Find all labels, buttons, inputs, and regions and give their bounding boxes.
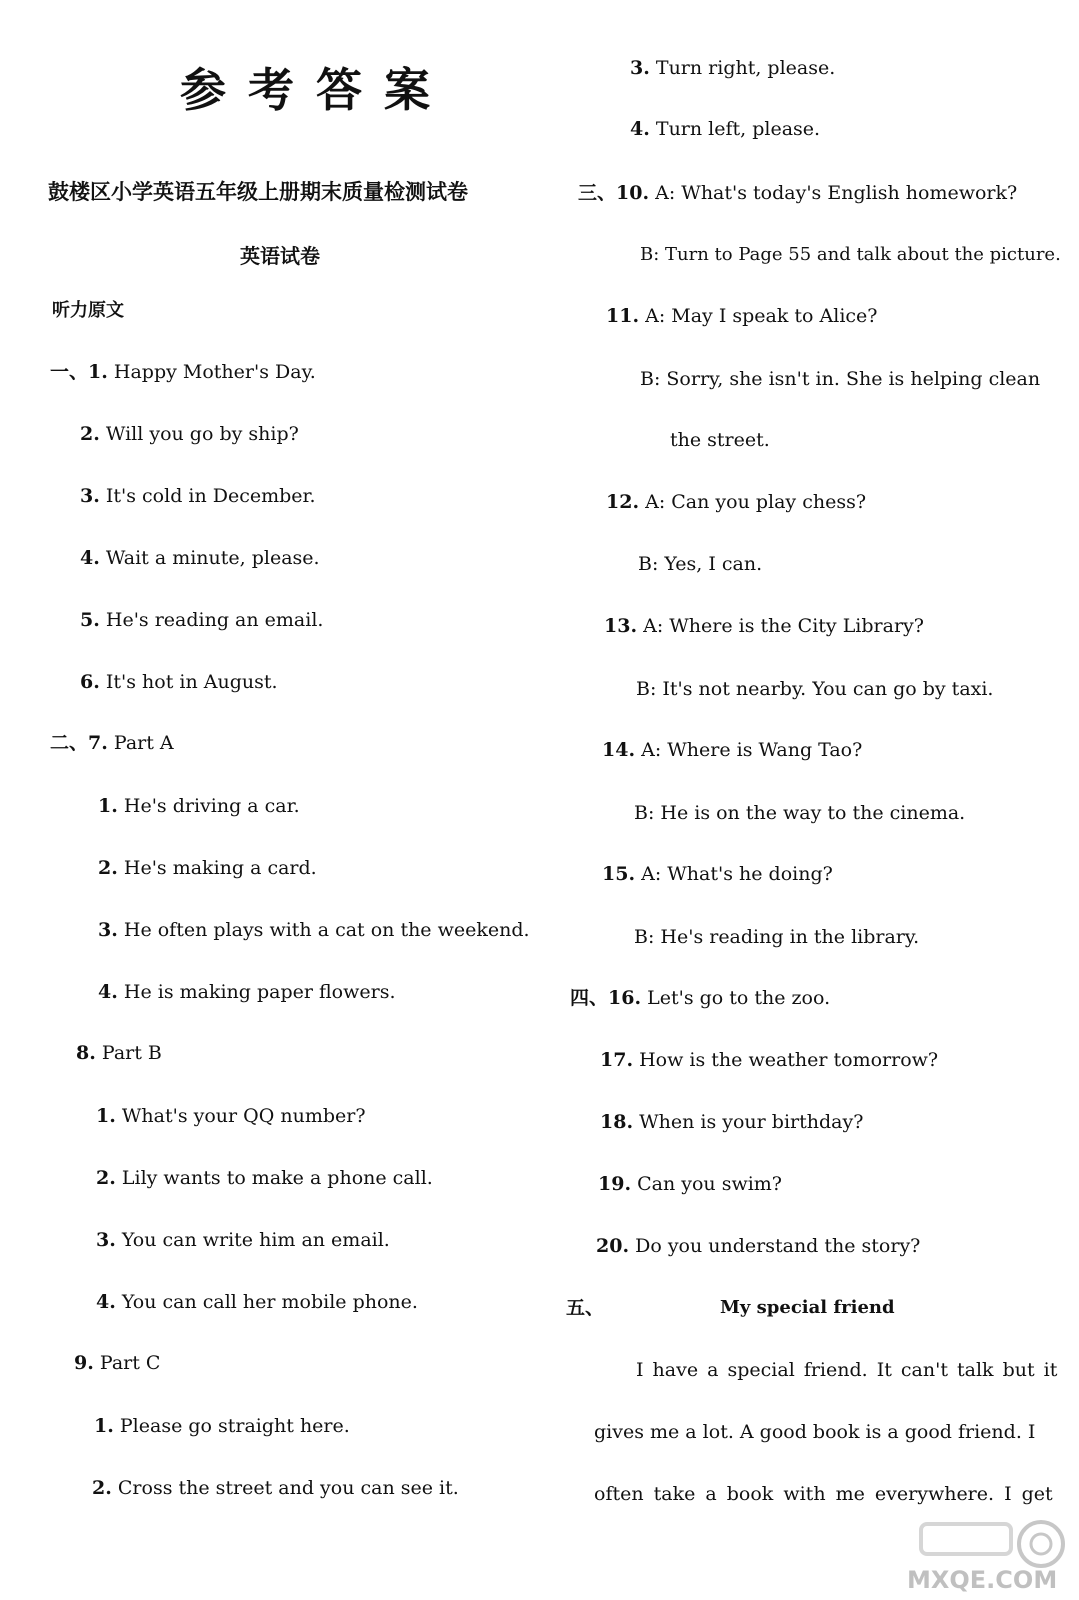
answer-line: 3. He often plays with a cat on the weekend. (98, 919, 530, 941)
answer-line: 13. A: Where is the City Library? (604, 615, 924, 637)
answer-line: 17. How is the weather tomorrow? (600, 1049, 939, 1071)
answer-line: 18. When is your birthday? (600, 1111, 864, 1133)
passage-line: gives me a lot. A good book is a good friend. I (594, 1421, 1036, 1443)
paper-name: 英语试卷 (240, 244, 320, 268)
answer-line: 4. He is making paper flowers. (98, 981, 396, 1003)
answer-line: B: It's not nearby. You can go by taxi. (636, 678, 994, 700)
answer-line: 2. He's making a card. (98, 857, 317, 879)
section-five-label: 五、 (566, 1297, 605, 1319)
answer-line: 一、1. Happy Mother's Day. (50, 361, 316, 383)
answer-line: 14. A: Where is Wang Tao? (602, 739, 863, 761)
answer-line: 12. A: Can you play chess? (606, 491, 867, 513)
passage-line: I have a special friend. It can't talk but it (636, 1359, 1058, 1381)
answer-line: 3. It's cold in December. (80, 485, 316, 507)
answer-line: 8. Part B (76, 1042, 162, 1064)
answer-line: B: He is on the way to the cinema. (634, 802, 966, 824)
answer-line: 2. Will you go by ship? (80, 423, 299, 445)
answer-line: 3. Turn right, please. (630, 57, 836, 79)
answer-line: 4. Turn left, please. (630, 118, 821, 140)
answer-line: B: Sorry, she isn't in. She is helping clean (640, 368, 1041, 390)
answer-line: 1. Please go straight here. (94, 1415, 350, 1437)
answer-line: the street. (670, 429, 770, 451)
svg-text:MXQE.COM: MXQE.COM (907, 1566, 1058, 1594)
answer-line: B: Yes, I can. (638, 553, 763, 575)
section-label: 听力原文 (52, 300, 124, 321)
passage-title: My special friend (720, 1297, 895, 1318)
answer-line: 1. What's your QQ number? (96, 1105, 366, 1127)
answer-line: B: He's reading in the library. (634, 926, 920, 948)
answer-line: 四、16. Let's go to the zoo. (570, 987, 831, 1009)
answer-line: 二、7. Part A (50, 732, 174, 754)
answer-line: 11. A: May I speak to Alice? (606, 305, 878, 327)
answer-line: 3. You can write him an email. (96, 1229, 390, 1251)
answer-line: 2. Cross the street and you can see it. (92, 1477, 459, 1499)
page-title: 参考答案 (180, 63, 452, 117)
answer-line: 1. He's driving a car. (98, 795, 300, 817)
answer-line: 4. Wait a minute, please. (80, 547, 320, 569)
answer-line: 6. It's hot in August. (80, 671, 278, 693)
answer-line: B: Turn to Page 55 and talk about the picture. (640, 244, 1061, 265)
answer-line: 5. He's reading an email. (80, 609, 324, 631)
answer-line: 4. You can call her mobile phone. (96, 1291, 418, 1313)
answer-line: 2. Lily wants to make a phone call. (96, 1167, 433, 1189)
answer-line: 三、10. A: What's today's English homework? (578, 182, 1018, 204)
passage-line: often take a book with me everywhere. I get (594, 1483, 1053, 1505)
answer-line: 9. Part C (74, 1352, 161, 1374)
test-name: 鼓楼区小学英语五年级上册期末质量检测试卷 (48, 180, 468, 204)
answer-line: 20. Do you understand the story? (596, 1235, 921, 1257)
answer-line: 19. Can you swim? (598, 1173, 782, 1195)
watermark-icon (901, 1514, 1071, 1594)
watermark-logo (901, 1514, 1071, 1594)
answer-line: 15. A: What's he doing? (602, 863, 833, 885)
